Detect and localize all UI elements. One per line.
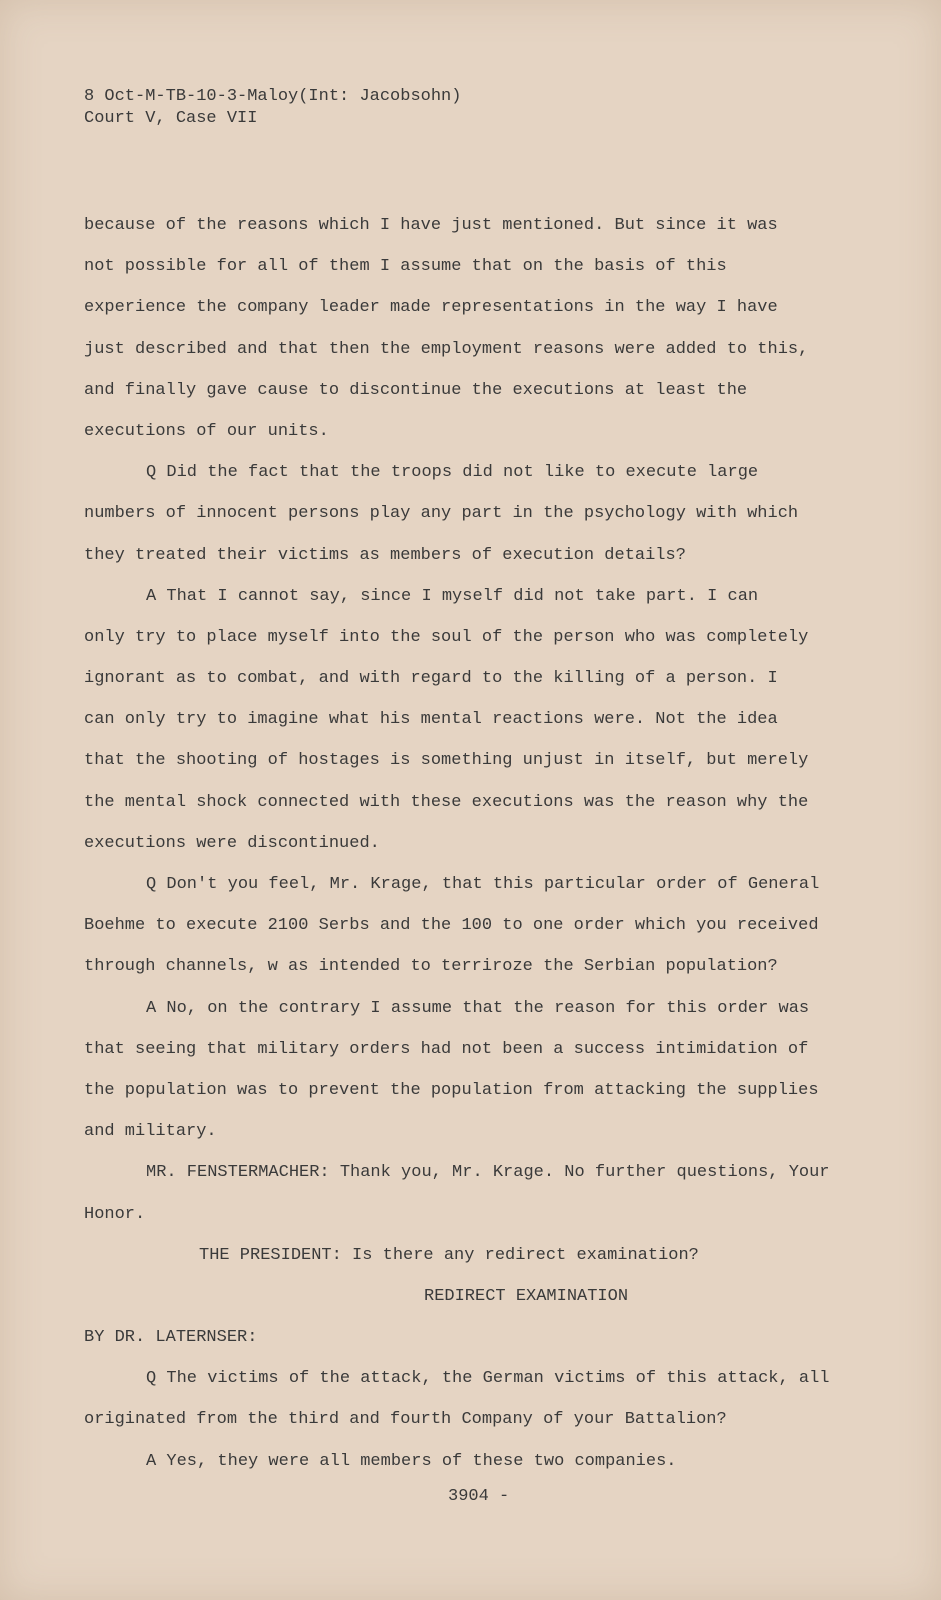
document-header: [84, 86, 461, 130]
speaker-line: MR. FENSTERMACHER: Thank you, Mr. Krage. No further questions, Your: [146, 1163, 830, 1183]
question-line: Q Did the fact that the troops did not like to execute large: [146, 463, 759, 483]
text-line: just described and that then the employment reasons were added to this,: [84, 339, 809, 359]
examiner-line: BY DR. LATERNSER:: [84, 1328, 258, 1348]
answer-line: A Yes, they were all members of these two companies.: [146, 1451, 677, 1471]
text-line: can only try to imagine what his mental reactions were. Not the idea: [84, 710, 778, 730]
text-line: and finally gave cause to discontinue the executions at least the: [84, 380, 748, 400]
text-line: experience the company leader made representations in the way I have: [84, 298, 778, 318]
text-line: numbers of innocent persons play any part in the psychology with which: [84, 504, 799, 524]
text-line: through channels, w as intended to terriroze the Serbian population?: [84, 957, 778, 977]
text-line: that seeing that military orders had not been a success intimidation of: [84, 1039, 809, 1059]
text-line: and military.: [84, 1122, 217, 1142]
text-line: because of the reasons which I have just mentioned. But since it was: [84, 216, 778, 235]
text-line: that the shooting of hostages is something unjust in itself, but merely: [84, 751, 809, 771]
question-line: Q Don't you feel, Mr. Krage, that this particular order of General: [146, 875, 820, 894]
text-line: they treated their victims as members of execution details?: [84, 545, 686, 565]
text-line: the population was to prevent the population from attacking the supplies: [84, 1080, 819, 1100]
text-line: executions of our units.: [84, 421, 329, 441]
speaker-line: THE PRESIDENT: Is there any redirect examination?: [199, 1245, 699, 1265]
text-line: executions were discontinued.: [84, 833, 380, 853]
text-line: the mental shock connected with these executions was the reason why the: [84, 792, 809, 812]
text-line: only try to place myself into the soul of the person who was completely: [84, 627, 809, 647]
section-heading: REDIRECT EXAMINATION: [424, 1286, 629, 1306]
text-line: not possible for all of them I assume that on the basis of this: [84, 257, 727, 277]
page-number: 3904 -: [448, 1487, 510, 1506]
header-reference: 8 Oct-M-TB-10-3-Maloy(Int: Jacobsohn): [84, 87, 462, 106]
header-court-case: Court V, Case VII: [84, 109, 258, 128]
text-line: ignorant as to combat, and with regard to the killing of a person. I: [84, 669, 778, 689]
answer-line: A That I cannot say, since I myself did not take part. I can: [146, 586, 759, 606]
text-line: originated from the third and fourth Company of your Battalion?: [84, 1410, 727, 1430]
question-line: Q The victims of the attack, the German victims of this attack, all: [146, 1369, 830, 1389]
text-line: Honor.: [84, 1204, 146, 1224]
answer-line: A No, on the contrary I assume that the reason for this order was: [146, 998, 810, 1018]
text-line: Boehme to execute 2100 Serbs and the 100 to one order which you received: [84, 916, 819, 936]
transcript-body: [84, 205, 864, 1482]
